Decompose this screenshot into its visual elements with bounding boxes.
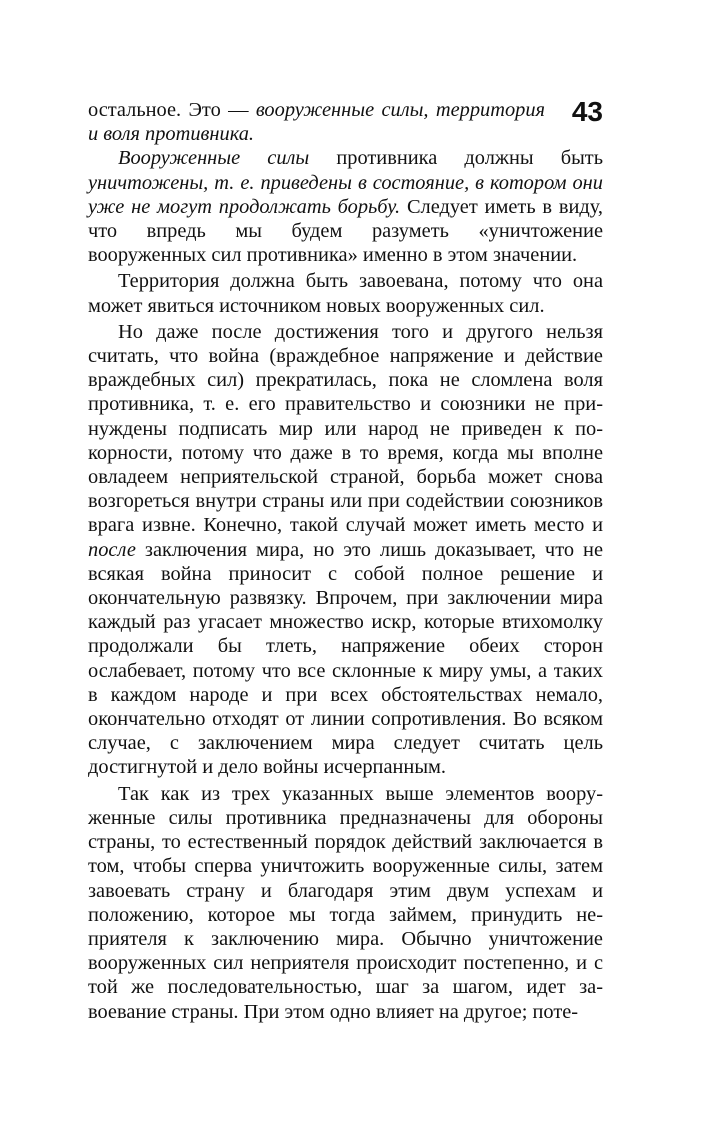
text-run: Территория должна быть завоевана, потому что она может явиться источником новых вооруженных сил.	[88, 270, 603, 317]
italic-run: уничтожены, т. е. приведены в состояние, в котором они уже не могут продолжать борьбу.	[88, 171, 603, 218]
page-number: 43	[571, 96, 603, 127]
text-run: заключения мира, но это лишь доказывает, что не всякая война приносит с собой полное решение и окончательную развязку. Впрочем, при заключении мира каждый раз угасает множество искр, которые втихомолку продолжали бы тлеть, напряжение обеих сторон ослабевает, потому что все склонные к миру умы, а таких в каждом народе и при всех обстоятельствах немало, окончательно отходят от линии сопротивления. Во всяком случае, с заключением мира следует считать цель достигнутой и дело войны исчерпанным.	[88, 538, 603, 779]
paragraph	[88, 146, 603, 267]
italic-run: после	[88, 538, 136, 561]
text-run: Следует иметь в виду, что впредь мы будем разуметь «уничтожение вооруженных сил противника» именно в этом значении.	[88, 195, 603, 267]
text-run: остальное. Это —	[88, 99, 256, 121]
text-run: Так как из трех указанных выше элементов вооруженные силы противника предназначены для обороны страны, то естественный порядок действий заключается в том, чтобы сперва уничтожить вооруженные силы, затем завоевать страну и благодаря этим двум успехам и положению, которое мы тогда займем, принудить неприятеля к заключению мира. Обычно уничтожение вооруженных сил неприятеля происходит постепенно, и с той же последовательностью, шаг за шагом, идет завоевание страны. При этом одно влияет на другое; поте-	[88, 782, 603, 1023]
paragraph	[88, 320, 603, 780]
body-text	[88, 98, 603, 1024]
italic-run: Вооруженные силы	[118, 147, 310, 170]
text-run: противника должны быть	[309, 147, 603, 170]
paragraph	[88, 269, 603, 317]
italic-run: вооруженные силы, территория и воля противника.	[88, 99, 546, 146]
paragraph	[88, 782, 603, 1024]
text-run: Но даже после достижения того и другого нельзя считать, что война (враждебное напряжение и действие враждебных сил) прекратилась, пока не сломлена воля противника, т. е. его правительство и союзники не принуждены подписать мир или народ не приведен к покорности, потому что даже в то время, когда мы вполне овладеем неприятельской страной, борьба может снова возгореться внутри страны или при содействии союзников врага извне. Конечно, такой случай может иметь место и	[88, 320, 603, 537]
paragraph	[88, 98, 603, 146]
